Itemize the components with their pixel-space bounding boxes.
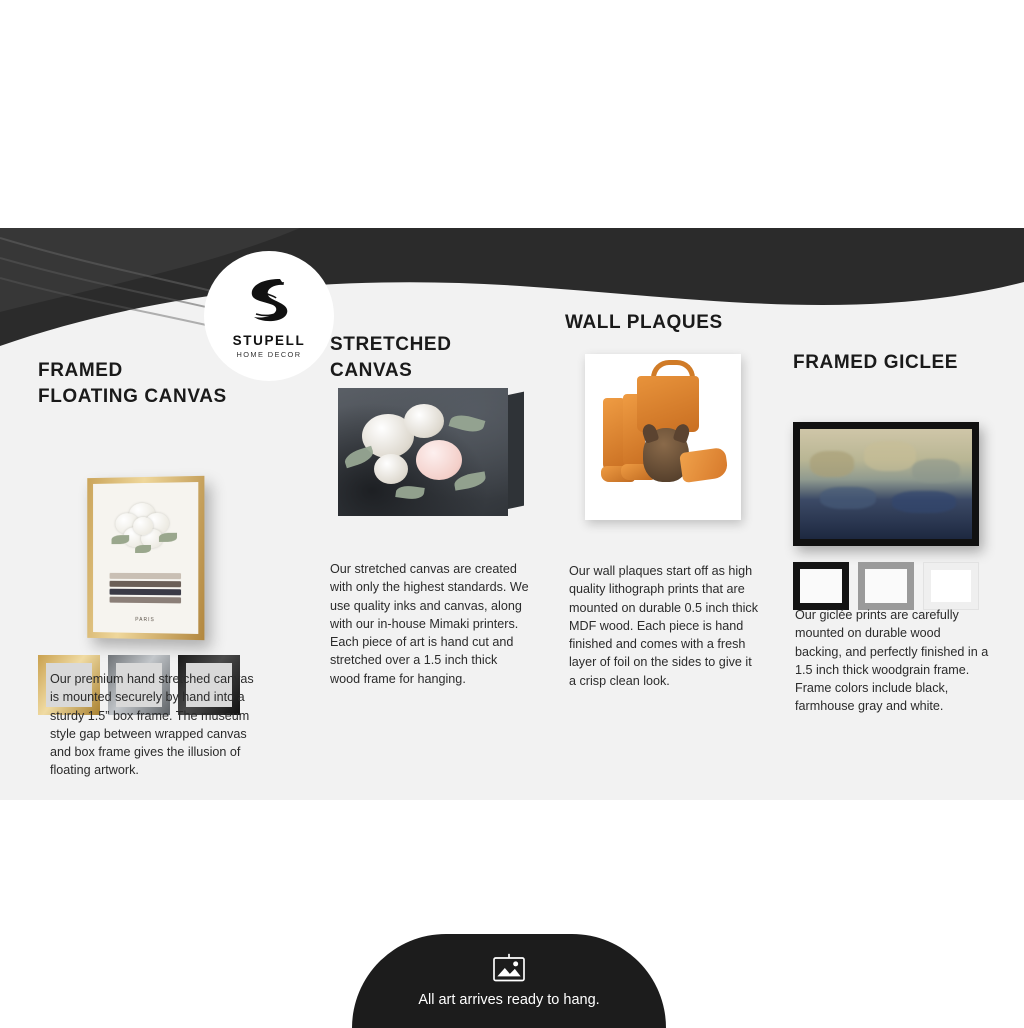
column-title-line2: FLOATING CANVAS	[38, 385, 227, 407]
artwork-stretched-canvas	[338, 388, 524, 516]
column-title-line2: CANVAS	[330, 359, 413, 381]
column-title-line1: STRETCHED	[330, 334, 452, 355]
hydrangea-bouquet-icon	[112, 501, 179, 564]
pink-rose	[416, 440, 462, 480]
column-wall-plaques	[565, 310, 761, 688]
gold-box-frame	[87, 476, 204, 640]
column-title	[38, 358, 270, 409]
black-frame-swatch	[793, 562, 849, 610]
brand-name: STUPELL	[232, 333, 306, 348]
white-rose	[374, 454, 408, 484]
banner-text: All art arrives ready to hang.	[418, 992, 600, 1008]
column-body-text: Our premium hand stretched canvas is mounted securely by hand into a sturdy 1.5” box frame. The museum style gap between wrapped canvas and box frame gives the illusion of floating artwork.	[50, 672, 254, 778]
column-body-text: Our stretched canvas are created with only the highest standards. We use quality inks and canvas, along with our in-house Mimaki printers. Each piece of art is hand cut and stretched over a 1.5 inch thick wood frame for hanging.	[330, 562, 529, 686]
column-framed-floating-canvas	[38, 358, 270, 778]
column-stretched-canvas	[330, 332, 530, 686]
column-title	[330, 332, 530, 383]
column-title	[793, 350, 993, 376]
brand-tagline: HOME DECOR	[236, 350, 302, 359]
canvas-depth-side	[508, 392, 524, 509]
column-body-text: Our wall plaques start off as high quality lithograph prints that are mounted on durable 0.5 inch thick MDF wood. Each piece is hand finished and comes with a fresh layer of foil on the sides to give it a crisp clean look.	[569, 564, 759, 688]
frame-color-swatches	[793, 562, 979, 610]
canvas-surface	[93, 482, 198, 634]
framed-picture-icon	[489, 952, 529, 984]
column-title-line1: FRAMED	[38, 360, 123, 381]
abstract-landscape-print	[800, 429, 972, 539]
white-rose	[404, 404, 444, 438]
ready-to-hang-banner	[352, 934, 666, 1028]
artwork-wall-plaque	[585, 354, 741, 520]
orange-boot-left	[603, 398, 625, 472]
artwork-caption: PARIS	[135, 616, 155, 623]
column-title-line1: FRAMED GICLEE	[793, 352, 959, 373]
orange-scarf	[679, 447, 729, 483]
stupell-swirl-logo-icon	[240, 273, 298, 329]
column-title	[565, 310, 761, 336]
black-woodgrain-frame	[793, 422, 979, 546]
column-body-text: Our giclée prints are carefully mounted on durable wood backing, and perfectly finished in a 1.5 inch thick woodgrain frame. Frame colors include black, farmhouse gray and white.	[795, 608, 989, 714]
canvas-face	[338, 388, 508, 516]
farmhouse-gray-frame-swatch	[858, 562, 914, 610]
column-title-line1: WALL PLAQUES	[565, 312, 723, 333]
column-framed-giclee	[793, 350, 993, 714]
white-frame-swatch	[923, 562, 979, 610]
stacked-books	[110, 573, 182, 613]
